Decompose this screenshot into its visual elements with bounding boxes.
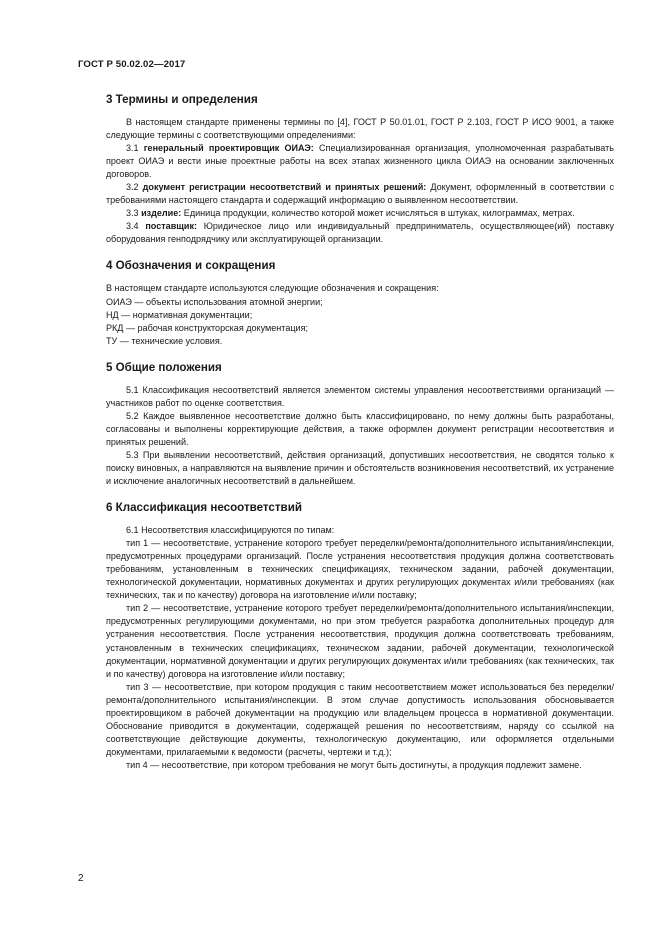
term-number: 3.4 [126,221,146,232]
term-text: Юридическое лицо или индивидуальный предприниматель, осуществляющее(ий) поставку оборудования генподрядчику или эксплуатирующей организации. [106,221,615,245]
section-heading: 6 Классификация несоответствий [106,501,302,515]
section-6 [106,500,614,772]
abbreviation-list [106,282,614,347]
term-text: Специализированная организация, уполномоченная разрабатывать проект ОИАЭ и вести иные проектные работы на всех этапах жизненного цикла ОИАЭ на основании заключенных договоров. [106,143,614,180]
term-definition [106,142,614,181]
term-name: документ регистрации несоответствий и принятых решений: [142,182,427,193]
section-3 [106,92,614,246]
list-item: НД — нормативная документации; [106,309,253,320]
section-heading: 3 Термины и определения [106,93,258,106]
nonconformity-type-1: тип 1 — несоответствие, устранение которого требует переделки/ремонта/дополнительного испытания/инспекции, предусмотренных процедурами организаций. После устранения несоответствия продукция должна соответствовать требованиям, установленным в технических спецификациях, техническом задании, рабочей документации, технологической документации, нормативных документах и других регулирующих документах и/или требованиях (как технических, так и по качеству) договора на изготовление и/или поставку; [106,538,614,601]
paragraph: В настоящем стандарте применены термины по [4], ГОСТ Р 50.01.01, ГОСТ Р 2.103, ГОСТ Р ИСО 9001, а также следующие термины с соответствующими определениями: [106,117,614,141]
term-text: Единица продукции, количество которой может исчисляться в штуках, килограммах, метрах. [181,208,575,219]
list-item: РКД — рабочая конструкторская документация; [106,322,308,333]
nonconformity-type-3: тип 3 — несоответствие, при котором продукция с таким несоответствием может использоваться без переделки/ремонта/дополнительного испытания/инспекции. В этом случае допустимость использования обосновывается проектировщиком в рабочей документации на продукцию или владельцем процесса в нормативной документации. Обоснование приводится в документации, содержащей решения по несоответствиям, наряду со ссылкой на соответствующие действующие документы, технологическую документацию, или оформляется отдельными документами, прилагаемыми к ведомости (расчеты, чертежи и т.д.); [106,681,614,757]
term-number: 3.3 [126,208,142,219]
term-number: 3.1 [126,143,144,154]
term-number: 3.2 [126,182,143,193]
section-heading: 5 Общие положения [106,360,222,374]
term-text: Документ, оформленный в соответствии с требованиями настоящего стандарта и содержащий информацию о выявленном несоответствии. [106,182,614,206]
paragraph: В настоящем стандарте используются следующие обозначения и сокращения: [106,283,439,294]
paragraph: 5.1 Классификация несоответствий является элементом системы управления несоответствиями организаций — участников работ по оценке соответствия. [106,384,614,408]
paragraph: 5.3 При выявлении несоответствий, действия организаций, допустивших несоответствия, не сводятся только к поиску виновных, а направляются на выявление причин и обстоятельств возникновения несоответствий, их устранение и исключение аналогичных несоответствий в дальнейшем. [106,449,614,487]
nonconformity-type-2: тип 2 — несоответствие, устранение которого требует переделки/ремонта/дополнительного испытания/инспекции, предусмотренных регулирующими документами, но при этом требуется разработка дополнительных процедур для устранения несоответствия. После устранения несоответствия, продукция должна соответствовать требованиям, установленным в технических спецификациях, техническом задании, рабочей документации, технологической документации, нормативной документации и других регулирующих документах и/или требованиях (как технических, так и по качеству) договора на изготовление и/или поставку; [106,603,614,679]
paragraph: 5.2 Каждое выявленное несоответствие должно быть классифицировано, по нему должны быть разработаны, согласованы и выполнены корректирующие действия, а также оформлен документ регистрации несоответствия и принятых решений. [106,410,614,447]
term-name: поставщик: [145,221,197,232]
section-heading: 4 Обозначения и сокращения [106,259,276,273]
term-definition [106,207,614,220]
document-code: ГОСТ Р 50.02.02—2017 [78,59,186,70]
page-number: 2 [78,873,84,884]
section-5 [106,360,614,488]
term-definition [106,220,614,246]
nonconformity-type-4: тип 4 — несоответствие, при котором требования не могут быть достигнуты, а продукция подлежит замене. [126,759,582,770]
list-item: ТУ — технические условия. [106,335,223,346]
list-item: ОИАЭ — объекты использования атомной энергии; [106,296,323,307]
document-body [106,92,614,772]
paragraph: 6.1 Несоответствия классифицируются по типам: [126,525,335,536]
term-name: изделие: [141,208,182,219]
section-4 [106,258,614,347]
term-definition [106,181,614,207]
term-name: генеральный проектировщик ОИАЭ: [143,143,314,154]
